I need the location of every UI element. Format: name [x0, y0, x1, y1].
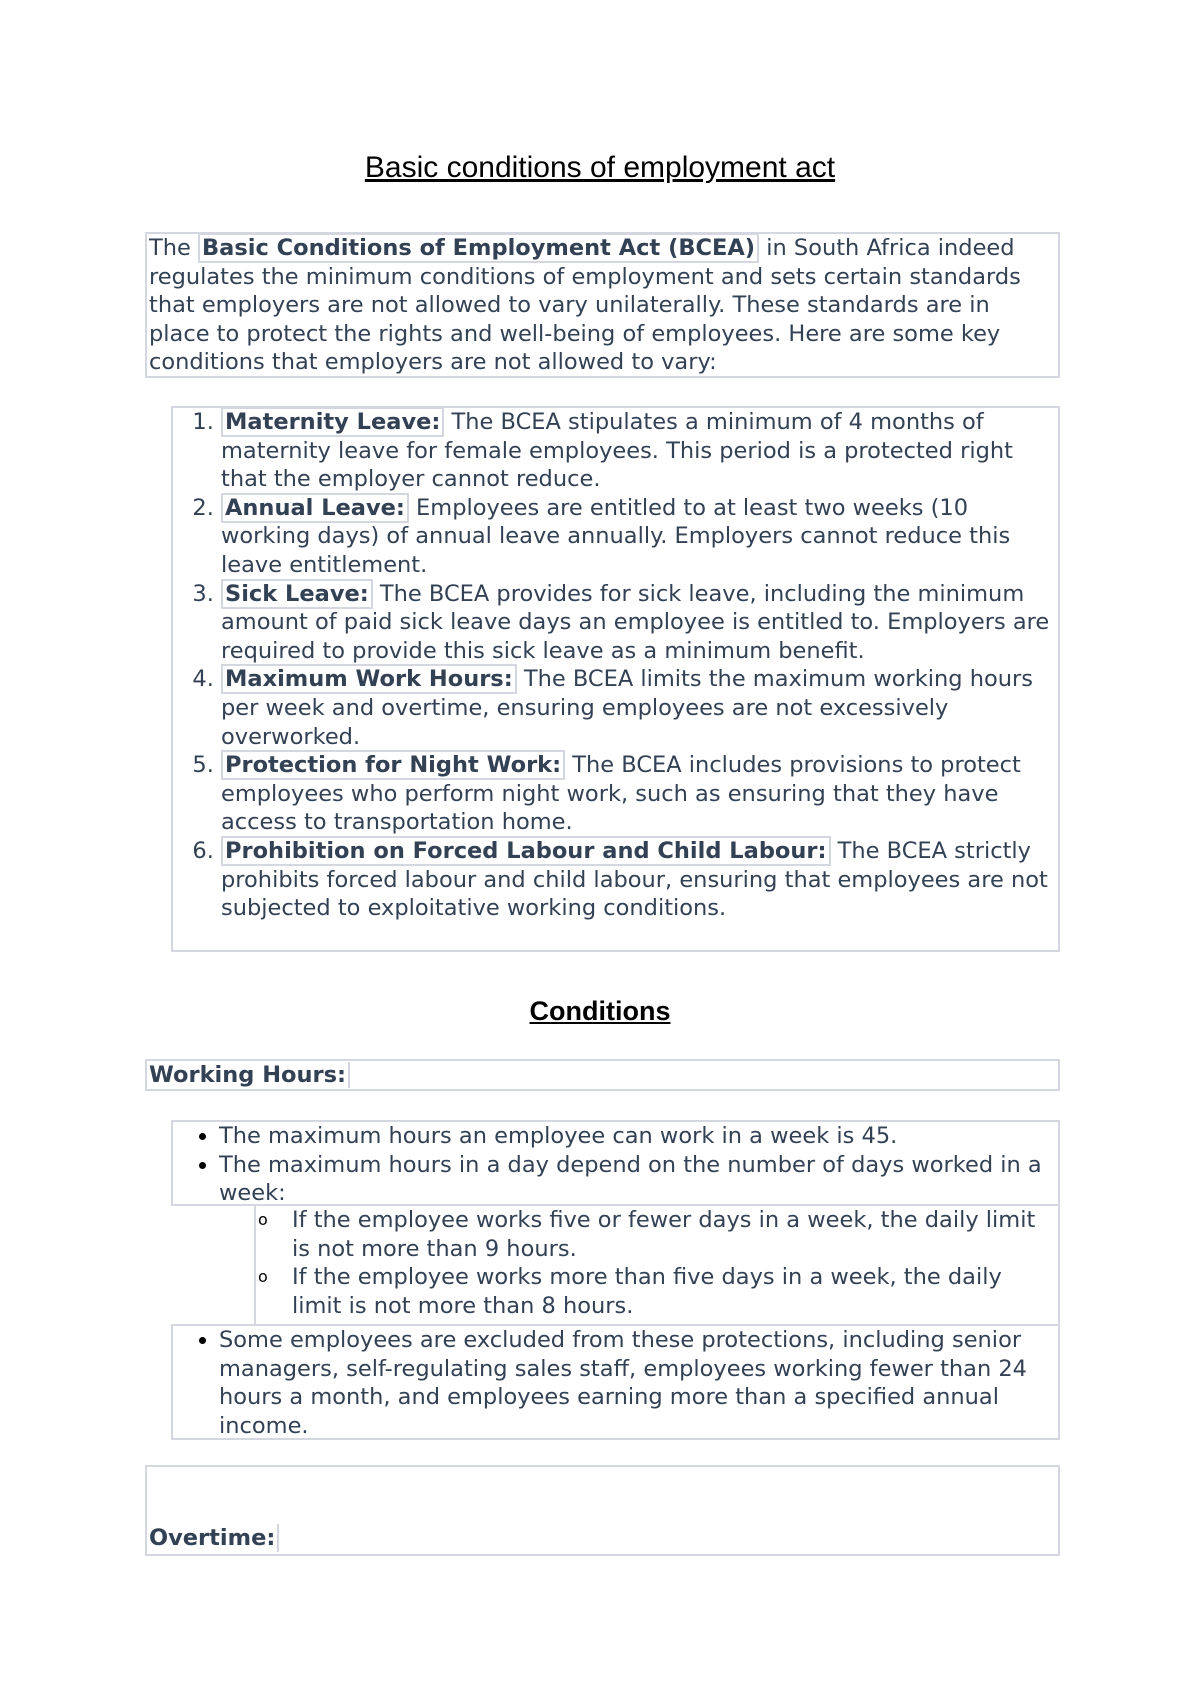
list-item-label: Prohibition on Forced Labour and Child Labour: — [221, 836, 831, 866]
working-hours-bullets — [171, 1120, 1060, 1206]
working-hours-label: Working Hours: — [149, 1062, 350, 1088]
list-item-text: The BCEA strictly prohibits forced labour and child labour, ensuring that employees are not subjected to exploitative working conditions. — [221, 837, 1048, 922]
overtime-label: Overtime: — [149, 1524, 279, 1552]
list-item-label: Annual Leave: — [221, 493, 409, 523]
working-hours-label-box — [145, 1059, 1060, 1091]
list-item-label: Maximum Work Hours: — [221, 664, 517, 694]
list-item-text: The BCEA stipulates a minimum of 4 months of maternity leave for female employees. This period is a protected right that the employer cannot reduce. — [221, 409, 1013, 493]
list-item — [221, 494, 1058, 580]
document-title: Basic conditions of employment act — [364, 151, 836, 184]
list-item-text: The BCEA provides for sick leave, including the minimum amount of paid sick leave days an employee is entitled to. Employers are required to provide this sick leave as a minimum benefit. — [221, 580, 1050, 664]
exclusions-bullet-box — [171, 1324, 1060, 1440]
list-item: • The maximum hours in a day depend on the number of days worked in a week: — [219, 1151, 1058, 1208]
conditions-heading: Conditions — [529, 996, 671, 1026]
list-item — [221, 580, 1058, 666]
sub-list-item: o If the employee works five or fewer days in a week, the daily limit is not more than 9 hours. — [292, 1206, 1058, 1263]
list-item — [221, 665, 1058, 751]
intro-paragraph — [145, 232, 1060, 378]
intro-text: in South Africa indeed regulates the minimum conditions of employment and sets certain standards that employers are not allowed to vary unilaterally. These standards are in place to protect the rights and well-being of employees. Here are some key conditions that employers are not allowed to vary: — [149, 235, 1021, 376]
list-item-text: The BCEA limits the maximum working hours per week and overtime, ensuring employees are not excessively overworked. — [221, 666, 1033, 750]
list-item: • Some employees are excluded from these protections, including senior managers, self-regulating sales staff, employees working fewer than 24 hours a month, and employees earning more than a specified annual income. — [219, 1326, 1058, 1440]
list-item-label: Maternity Leave: — [221, 407, 444, 437]
list-item — [221, 751, 1058, 837]
list-item-text: Employees are entitled to at least two weeks (10 working days) of annual leave annually. Employers cannot reduce this leave entitlement. — [221, 494, 1011, 578]
intro-prefix: The — [149, 235, 198, 261]
list-item: • The maximum hours an employee can work in a week is 45. — [219, 1122, 1058, 1151]
list-item-label: Protection for Night Work: — [221, 750, 565, 780]
daily-limit-sub-bullets — [254, 1204, 1060, 1326]
bcea-name-highlight: Basic Conditions of Employment Act (BCEA) — [198, 233, 759, 263]
list-item — [221, 837, 1058, 923]
list-item — [221, 408, 1058, 494]
overtime-label-box — [145, 1465, 1060, 1556]
list-item-text: The BCEA includes provisions to protect employees who perform night work, such as ensuring that they have access to transportation home. — [221, 752, 1021, 836]
sub-list-item: o If the employee works more than five days in a week, the daily limit is not more than 8 hours. — [292, 1263, 1058, 1320]
key-conditions-list — [171, 406, 1060, 952]
list-item-label: Sick Leave: — [221, 579, 373, 609]
